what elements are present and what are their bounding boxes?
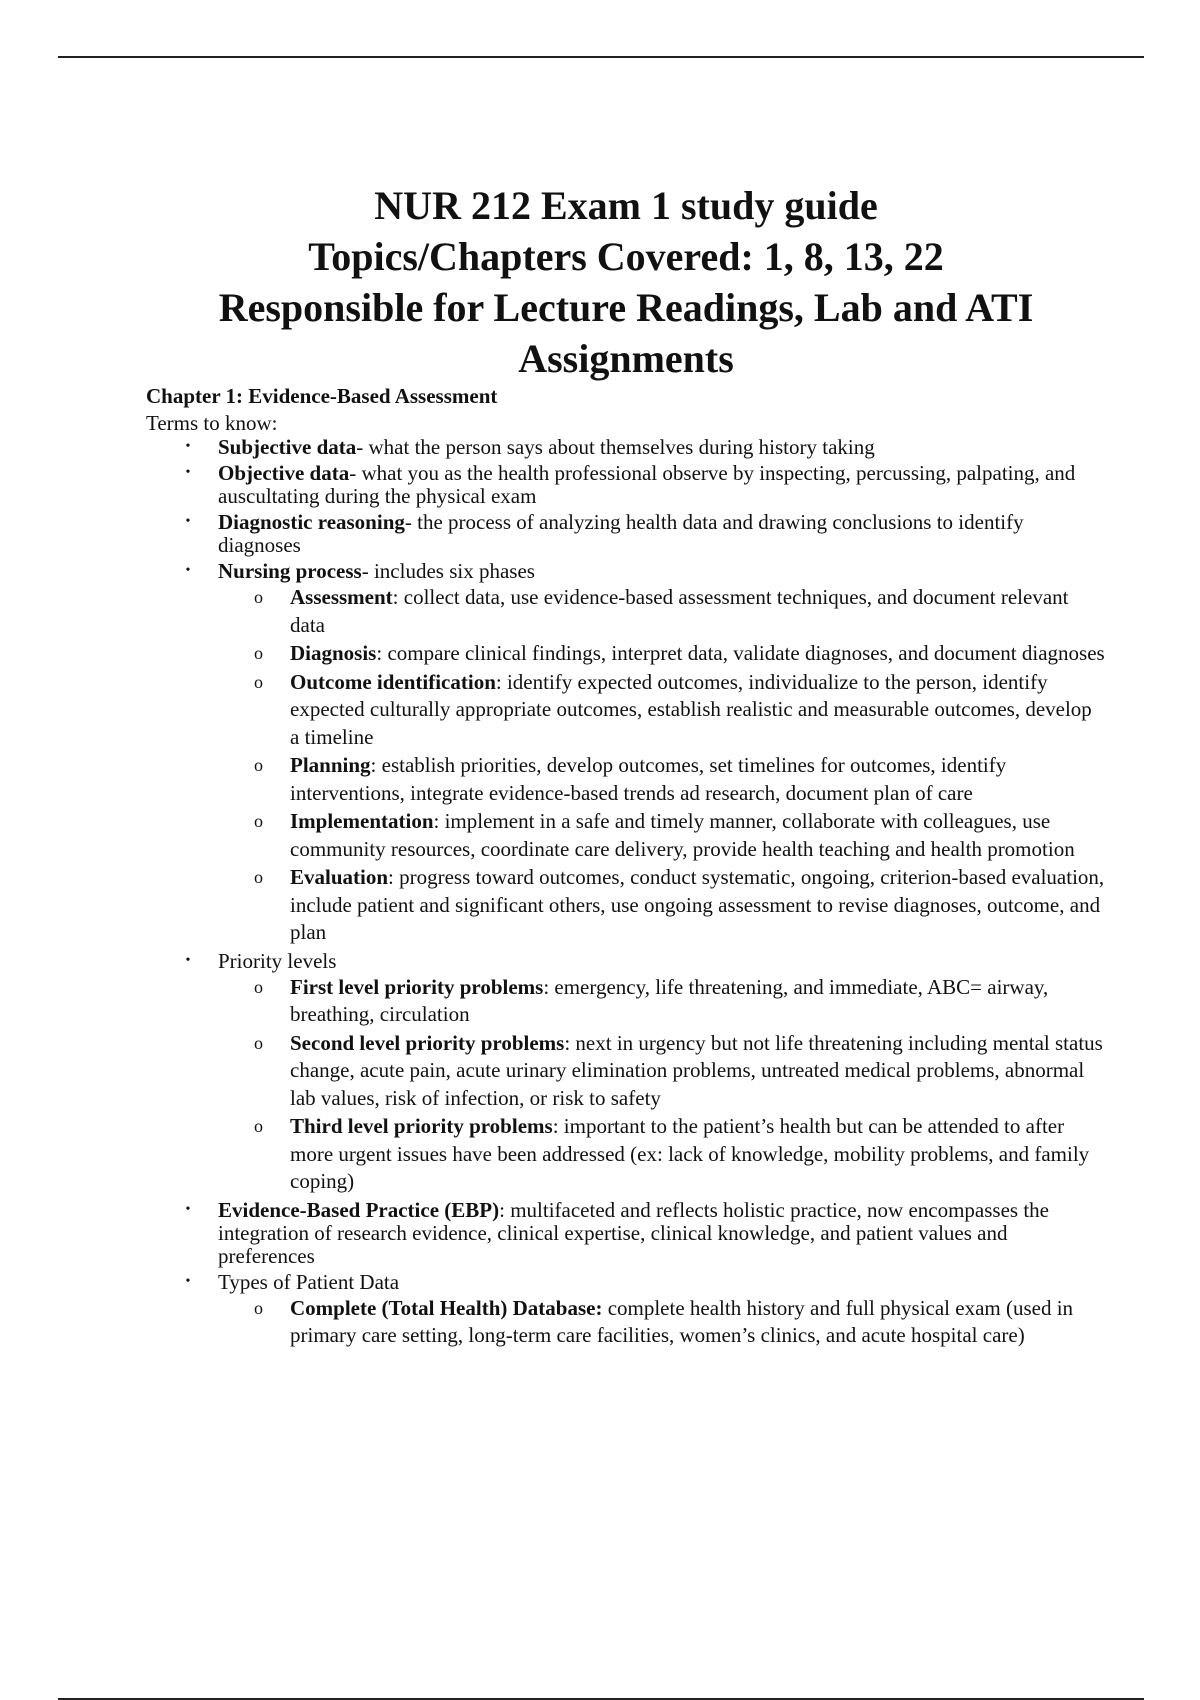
sub-list (218, 1295, 1106, 1350)
item-description: - includes six phases (361, 559, 535, 583)
circle-bullet-icon: o (254, 587, 263, 607)
bullet-icon: • (185, 439, 191, 454)
title-line-4: Assignments (518, 336, 734, 381)
list-item (146, 436, 1106, 459)
list-item (146, 511, 1106, 557)
item-description: : multifaceted and reflects holistic practice, now encompasses the integration of research evidence, clinical expertise, clinical knowledge, and patient values and preferences (218, 1197, 1049, 1268)
list-item (146, 560, 1106, 947)
sub-item-description: : collect data, use evidence-based assessment techniques, and document relevant data (290, 585, 1069, 637)
item-text (218, 560, 1106, 583)
sub-list-item (218, 669, 1106, 752)
item-description: - the process of analyzing health data and drawing conclusions to identify diagnoses (218, 510, 1024, 557)
sub-item-term: Implementation (290, 809, 434, 833)
sub-item-description: : important to the patient’s health but can be attended to after more urgent issues have been addressed (ex: lack of knowledge, mobility problems, and family coping) (290, 1114, 1090, 1193)
sub-list-item (218, 864, 1106, 947)
circle-bullet-icon: o (254, 867, 263, 887)
sub-list-item (218, 974, 1106, 1029)
sub-list-item (218, 752, 1106, 807)
sub-list-item (218, 584, 1106, 639)
item-term: Evidence-Based Practice (EBP) (218, 1197, 500, 1222)
list-item (146, 1199, 1106, 1268)
circle-bullet-icon: o (254, 1297, 263, 1318)
sub-item-description: : identify expected outcomes, individualize to the person, identify expected culturally appropriate outcomes, establish realistic and measurable outcomes, develop a timeline (290, 669, 1092, 749)
item-term: Diagnostic reasoning (218, 510, 405, 534)
sub-item-term: Outcome identification (290, 669, 496, 694)
item-term: Nursing process (218, 559, 362, 583)
bullet-icon: • (185, 563, 191, 578)
bullet-icon: • (185, 952, 191, 968)
bullet-icon: • (185, 465, 191, 480)
list-item (146, 1271, 1106, 1350)
sub-list (218, 584, 1106, 947)
circle-bullet-icon: o (254, 755, 263, 775)
sub-list-item (218, 808, 1106, 863)
circle-bullet-icon: o (254, 811, 263, 831)
circle-bullet-icon: o (254, 1116, 263, 1136)
sub-list-item (218, 640, 1106, 668)
item-text (218, 511, 1106, 557)
item-text (218, 462, 1106, 508)
sub-item-description: : implement in a safe and timely manner, collaborate with colleagues, use community resources, coordinate care delivery, provide health teaching and health promotion (290, 809, 1075, 861)
sub-item-term: Planning (290, 753, 371, 777)
sub-list-item (218, 1030, 1106, 1113)
circle-bullet-icon: o (254, 976, 263, 997)
sub-list-item (218, 1113, 1106, 1196)
top-rule (58, 56, 1144, 58)
chapter-heading: Chapter 1: Evidence-Based Assessment (146, 384, 498, 408)
sub-item-description: : next in urgency but not life threatening including mental status change, acute pain, acute urinary elimination problems, untreated medical problems, abnormal lab values, risk of infection, or risk to safety (290, 1030, 1103, 1110)
item-text (218, 436, 1106, 459)
sub-item-description: : progress toward outcomes, conduct systematic, ongoing, criterion-based evaluation, include patient and significant others, use ongoing assessment to revise diagnoses, outcome, and plan (290, 865, 1105, 944)
sub-item-term: Assessment (290, 585, 393, 609)
sub-item-term: First level priority problems (290, 974, 544, 999)
list-item (146, 950, 1106, 1196)
sub-item-term: Evaluation (290, 865, 389, 889)
item-term: Subjective data (218, 435, 357, 459)
sub-item-term: Second level priority problems (290, 1030, 565, 1055)
item-text (218, 1271, 1106, 1294)
sub-list (218, 974, 1106, 1196)
document-body (146, 383, 1106, 1353)
item-text (218, 950, 1106, 973)
sub-item-description: : compare clinical findings, interpret data, validate diagnoses, and document diagnoses (376, 641, 1105, 665)
item-description: - what the person says about themselves during history taking (356, 435, 875, 459)
sub-item-description: complete health history and full physical exam (used in primary care setting, long-term care facilities, women’s clinics, and acute hospital care) (290, 1295, 1074, 1347)
title-line-3: Responsible for Lecture Readings, Lab and ATI (218, 285, 1034, 330)
bullet-icon: • (185, 1273, 191, 1289)
item-term: Objective data (218, 461, 350, 485)
item-description: Priority levels (218, 948, 337, 973)
circle-bullet-icon: o (254, 1032, 263, 1053)
item-description: - what you as the health professional observe by inspecting, percussing, palpating, and auscultating during the physical exam (218, 461, 1076, 508)
list-item (146, 462, 1106, 508)
sub-item-term: Third level priority problems (290, 1114, 553, 1138)
sub-item-term: Complete (Total Health) Database: (290, 1295, 603, 1320)
sub-item-term: Diagnosis (290, 641, 377, 665)
bullet-icon: • (185, 1201, 191, 1217)
circle-bullet-icon: o (254, 671, 263, 692)
item-description: Types of Patient Data (218, 1269, 400, 1294)
item-text (218, 1199, 1106, 1268)
sub-list-item (218, 1295, 1106, 1350)
terms-heading: Terms to know: (146, 410, 278, 435)
title-line-2: Topics/Chapters Covered: 1, 8, 13, 22 (308, 234, 944, 279)
sub-item-description: : emergency, life threatening, and immediate, ABC= airway, breathing, circulation (290, 974, 1049, 1026)
terms-list (146, 436, 1106, 1350)
bullet-icon: • (185, 514, 191, 529)
page-title (130, 180, 1122, 384)
sub-item-description: : establish priorities, develop outcomes, set timelines for outcomes, identify interventions, integrate evidence-based trends ad research, document plan of care (290, 753, 1007, 805)
title-line-1: NUR 212 Exam 1 study guide (374, 183, 878, 228)
circle-bullet-icon: o (254, 643, 263, 663)
